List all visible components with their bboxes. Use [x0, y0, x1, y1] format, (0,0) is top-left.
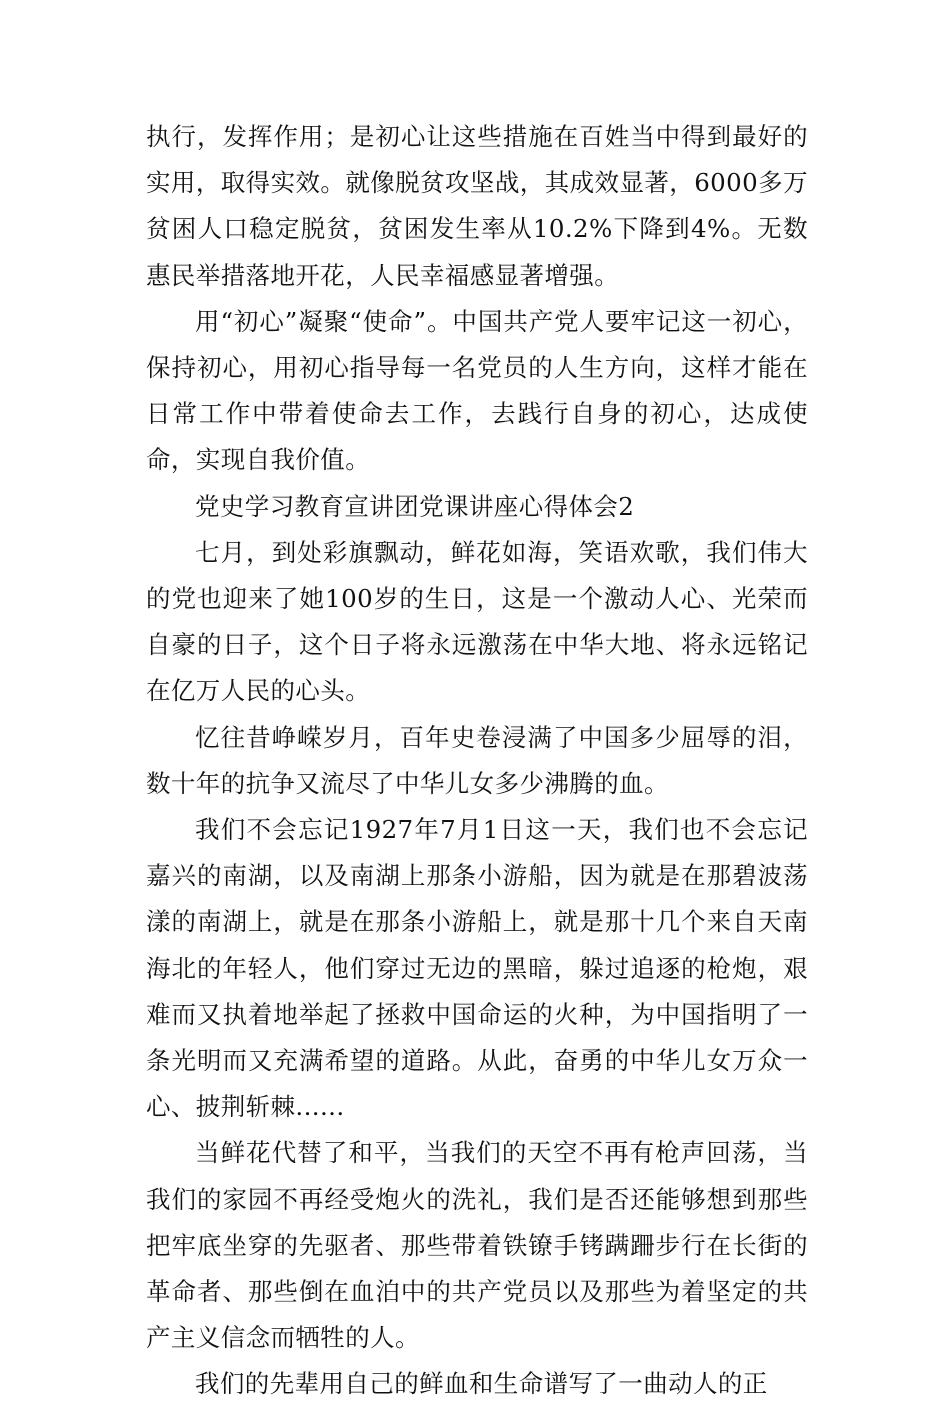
paragraph-july: 七月，到处彩旗飘动，鲜花如海，笑语欢歌，我们伟大的党也迎来了她100岁的生日，这是一个激动人心、光荣而自豪的日子，这个日子将永远激荡在中华大地、将永远铭记在亿万人民的心头。 [146, 537, 808, 706]
paragraph-initial-mission: 用“初心”凝聚“使命”。中国共产党人要牢记这一初心，保持初心，用初心指导每一名党员的人生方向，这样才能在日常工作中带着使命去工作，去践行自身的初心，达成使命，实现自我价值。 [146, 306, 808, 475]
paragraph-remembrance: 当鲜花代替了和平，当我们的天空不再有枪声回荡，当我们的家园不再经受炮火的洗礼，我们是否还能够想到那些把牢底坐穿的先驱者、那些带着铁镣手铐蹒跚步行在长街的革命者、那些倒在血泊中的共产党员以及那些为着坚定的共产主义信念而牺牲的人。 [146, 1138, 808, 1353]
document-body [146, 114, 808, 1408]
paragraph-ancestors: 我们的先辈用自己的鲜血和生命谱写了一曲动人的正 [195, 1369, 768, 1399]
paragraph-continuation: 执行，发挥作用；是初心让这些措施在百姓当中得到最好的实用，取得实效。就像脱贫攻坚战，其成效显著，6000多万贫困人口稳定脱贫，贫困发生率从10.2%下降到4%。无数惠民举措落地开花，人民幸福感显著增强。 [146, 122, 808, 290]
paragraph-founding: 我们不会忘记1927年7月1日这一天，我们也不会忘记嘉兴的南湖，以及南湖上那条小游船，因为就是在那碧波荡漾的南湖上，就是在那条小游船上，就是那十几个来自天南海北的年轻人，他们穿过无边的黑暗，躲过追逐的枪炮，艰难而又执着地举起了拯救中国命运的火种，为中国指明了一条光明而又充满希望的道路。从此，奋勇的中华儿女万众一心、披荆斩棘...... [146, 815, 808, 1122]
paragraph-history: 忆往昔峥嵘岁月，百年史卷浸满了中国多少屈辱的泪，数十年的抗争又流尽了中华儿女多少沸腾的血。 [146, 722, 808, 798]
section-heading: 党史学习教育宣讲团党课讲座心得体会2 [195, 491, 635, 521]
